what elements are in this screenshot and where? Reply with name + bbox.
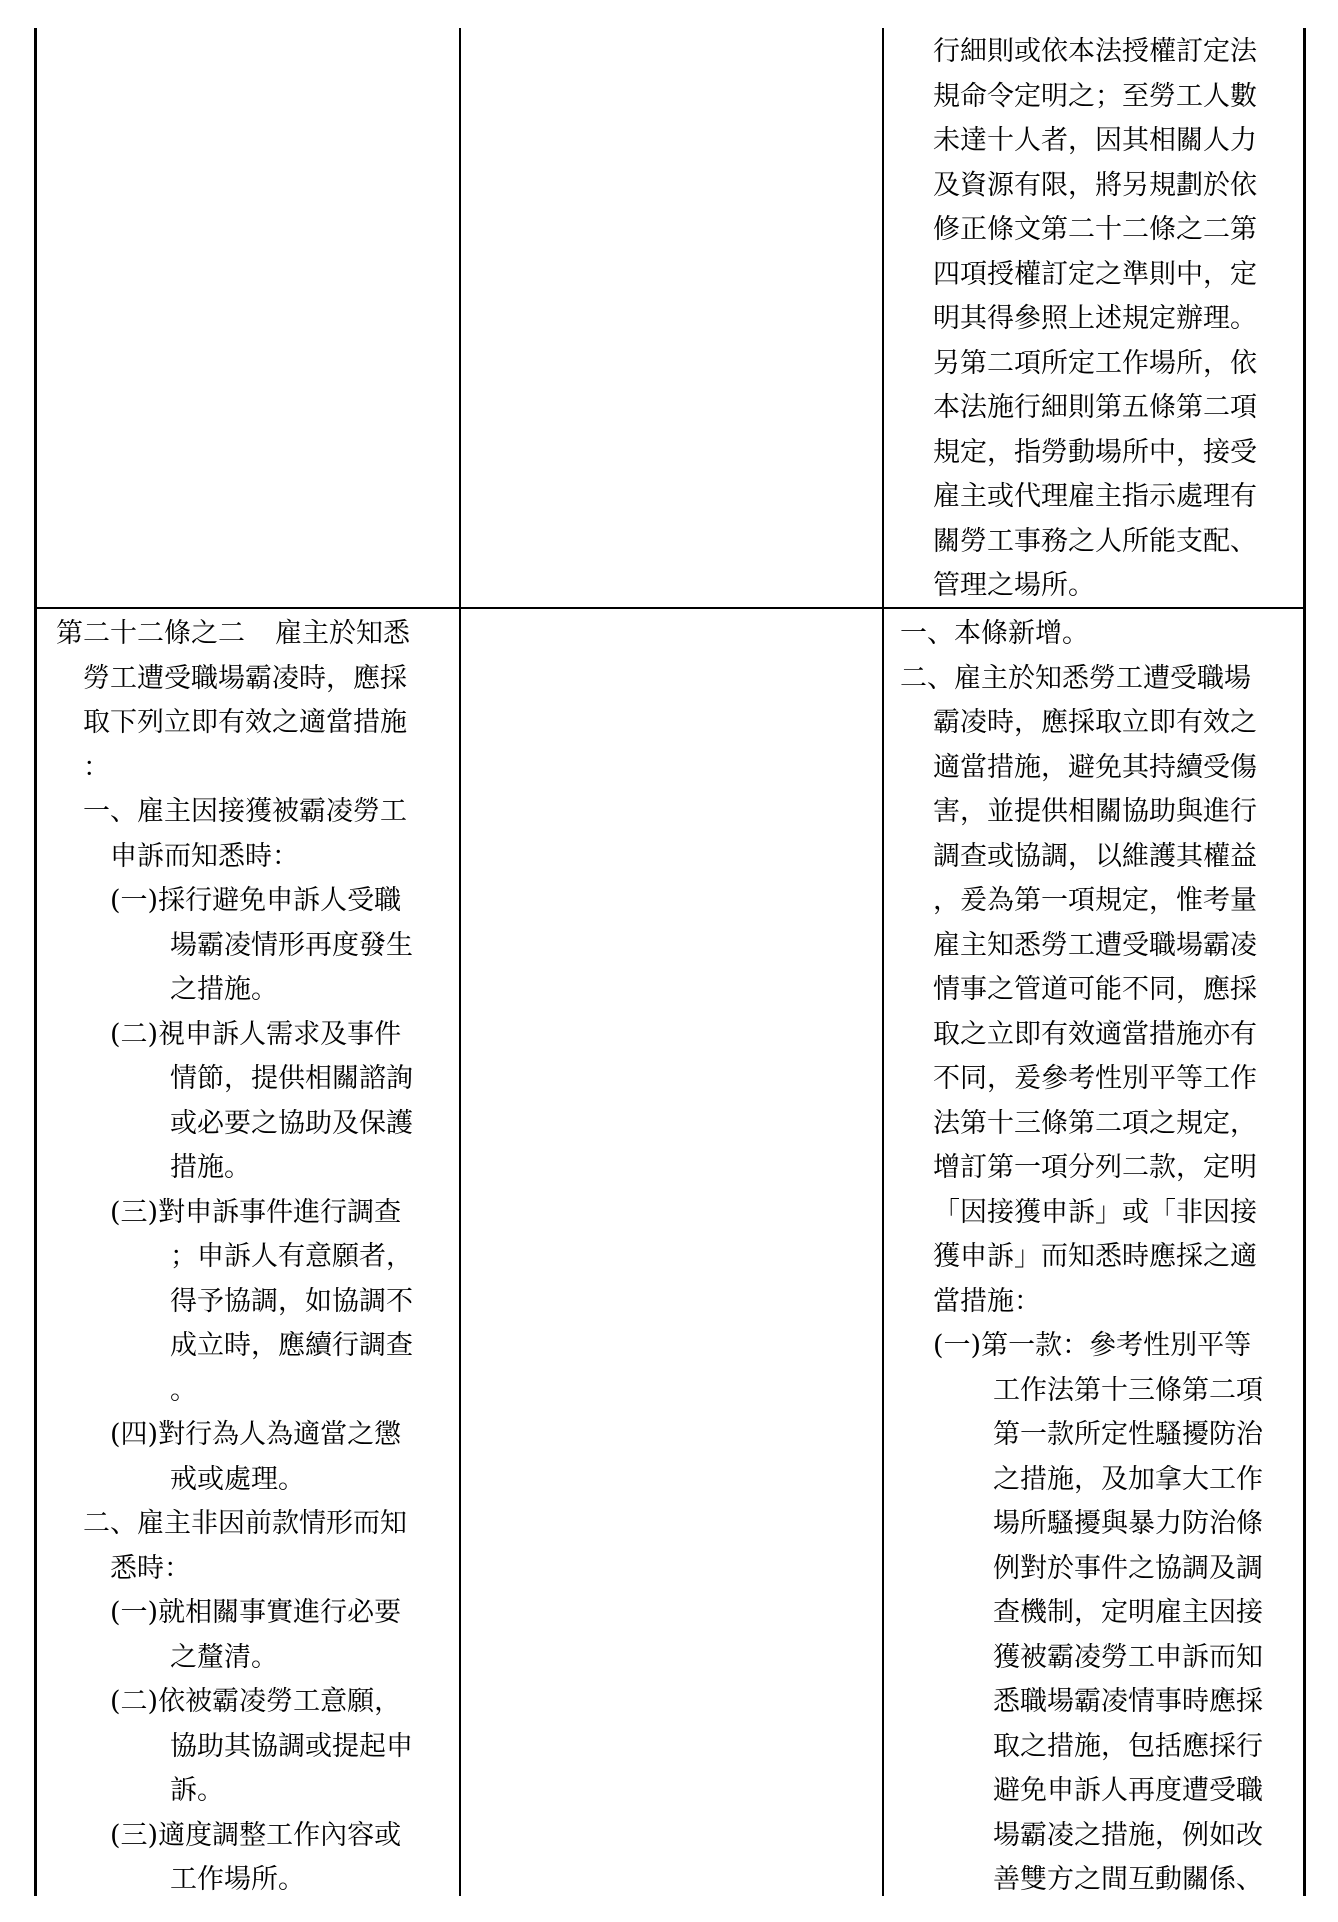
article-line: 協助其協調或提起申 xyxy=(170,1730,413,1762)
explanation-line: 工作法第十三條第二項 xyxy=(993,1374,1263,1406)
explanation-line: 霸凌時，應採取立即有效之 xyxy=(933,707,1257,738)
explanation-line: 取之立即有效適當措施亦有 xyxy=(933,1018,1257,1050)
explanation-line: 規定，指勞動場所中，接受 xyxy=(933,436,1257,468)
article-line: 一、雇主因接獲被霸凌勞工 xyxy=(83,796,407,827)
explanation-line: 一、本條新增。 xyxy=(900,618,1089,649)
explanation-line: 情事之管道可能不同，應採 xyxy=(933,974,1257,1005)
article-line: (三)對申訴事件進行調查 xyxy=(110,1196,402,1228)
article-line: 成立時，應續行調查 xyxy=(170,1330,413,1361)
explanation-line: 四項授權訂定之準則中，定 xyxy=(933,258,1257,290)
explanation-line: 「因接獲申訴」或「非因接 xyxy=(933,1196,1257,1228)
article-line: (二)依被霸凌勞工意願， xyxy=(110,1686,402,1717)
article-line: 措施。 xyxy=(170,1152,251,1183)
explanation-line: 不同，爰參考性別平等工作 xyxy=(933,1063,1257,1094)
explanation-line: 二、雇主於知悉勞工遭受職場 xyxy=(900,662,1251,694)
article-line: 場霸凌情形再度發生 xyxy=(170,929,413,961)
explanation-line: 善雙方之間互動關係、 xyxy=(993,1864,1263,1895)
article-line: 。 xyxy=(170,1374,197,1406)
explanation-line: (一)第一款：參考性別平等 xyxy=(933,1330,1252,1361)
explanation-line: 雇主知悉勞工遭受職場霸凌 xyxy=(933,929,1257,961)
explanation-line: 增訂第一項分列二款，定明 xyxy=(933,1152,1257,1183)
article-line: 之釐清。 xyxy=(170,1641,278,1673)
explanation-line: 規命令定明之；至勞工人數 xyxy=(933,80,1257,112)
article-line: 工作場所。 xyxy=(170,1864,305,1895)
article-intro: 雇主於知悉 xyxy=(275,618,410,649)
explanation-line: 取之措施，包括應採行 xyxy=(993,1730,1263,1762)
explanation-line: 管理之場所。 xyxy=(933,570,1095,601)
article-line: 之措施。 xyxy=(170,974,278,1005)
explanation-line: 查機制，定明雇主因接 xyxy=(993,1597,1263,1628)
explanation-line: 調查或協調，以維護其權益 xyxy=(933,840,1257,872)
explanation-line: 明其得參照上述規定辦理。 xyxy=(933,303,1257,334)
explanation-line: 害，並提供相關協助與進行 xyxy=(933,796,1257,827)
explanation-line: 修正條文第二十二條之二第 xyxy=(933,214,1257,245)
article-line: 或必要之協助及保護 xyxy=(170,1107,413,1139)
article-line: 悉時： xyxy=(110,1552,191,1584)
row1-explanation-cell xyxy=(900,30,1257,609)
explanation-line: 適當措施，避免其持續受傷 xyxy=(933,751,1257,783)
table-column-divider-1 xyxy=(459,28,461,1896)
article-line: 情節，提供相關諮詢 xyxy=(170,1063,413,1094)
article-line: 勞工遭受職場霸凌時，應採 xyxy=(83,662,407,694)
article-line: ；申訴人有意願者， xyxy=(170,1241,413,1272)
article-number: 第二十二條之二 xyxy=(56,618,245,649)
explanation-line: 本法施行細則第五條第二項 xyxy=(933,392,1257,423)
explanation-line: 獲被霸凌勞工申訴而知 xyxy=(993,1641,1263,1673)
explanation-line: ，爰為第一項規定，惟考量 xyxy=(933,885,1257,916)
explanation-cell xyxy=(900,612,1263,1903)
explanation-line: 場所騷擾與暴力防治條 xyxy=(993,1508,1263,1539)
article-line: (一)就相關事實進行必要 xyxy=(110,1597,402,1628)
explanation-line: 雇主或代理雇主指示處理有 xyxy=(933,481,1257,512)
explanation-line: 及資源有限，將另規劃於依 xyxy=(933,169,1257,201)
article-heading-line xyxy=(56,612,413,657)
article-line: 得予協調，如協調不 xyxy=(170,1285,413,1317)
explanation-line: 場霸凌之措施，例如改 xyxy=(993,1819,1263,1851)
article-line: (一)採行避免申訴人受職 xyxy=(110,885,402,916)
article-line: 戒或處理。 xyxy=(170,1463,305,1495)
explanation-line: 避免申訴人再度遭受職 xyxy=(993,1775,1263,1806)
table-right-border xyxy=(1303,28,1306,1896)
article-line: (三)適度調整工作內容或 xyxy=(110,1819,402,1851)
explanation-line: 當措施： xyxy=(933,1285,1041,1317)
explanation-line: 第一款所定性騷擾防治 xyxy=(993,1419,1263,1450)
explanation-line: 未達十人者，因其相關人力 xyxy=(933,125,1257,156)
article-text-cell xyxy=(56,612,413,1903)
article-line: ： xyxy=(83,751,110,783)
current-provision-cell xyxy=(470,612,870,656)
explanation-line: 法第十三條第二項之規定， xyxy=(933,1107,1257,1139)
explanation-line: 獲申訴」而知悉時應採之適 xyxy=(933,1241,1257,1272)
explanation-line: 另第二項所定工作場所，依 xyxy=(933,347,1257,379)
article-line: 申訴而知悉時： xyxy=(110,840,299,872)
explanation-line: 悉職場霸凌情事時應採 xyxy=(993,1686,1263,1717)
explanation-line: 之措施，及加拿大工作 xyxy=(993,1463,1263,1495)
article-line: 二、雇主非因前款情形而知 xyxy=(83,1508,407,1539)
article-line: 取下列立即有效之適當措施 xyxy=(83,707,407,738)
table-left-border xyxy=(34,28,37,1896)
article-line: (二)視申訴人需求及事件 xyxy=(110,1018,402,1050)
table-column-divider-2 xyxy=(882,28,884,1896)
article-line: (四)對行為人為適當之懲 xyxy=(110,1419,402,1450)
article-line: 訴。 xyxy=(170,1775,224,1806)
explanation-line: 關勞工事務之人所能支配、 xyxy=(933,525,1257,557)
explanation-line: 行細則或依本法授權訂定法 xyxy=(933,36,1257,67)
explanation-line: 例對於事件之協調及調 xyxy=(993,1552,1263,1584)
